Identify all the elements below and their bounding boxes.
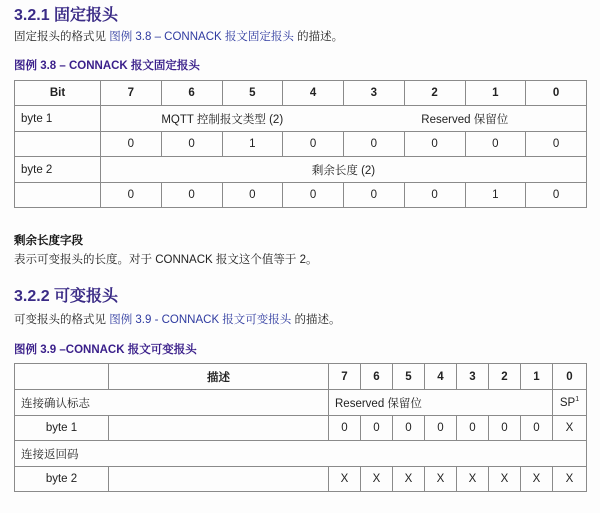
byte1-label: byte 1 bbox=[15, 416, 109, 441]
byte2-label: byte 2 bbox=[15, 157, 101, 183]
header-cell: 5 bbox=[222, 81, 283, 106]
bit-value: 0 bbox=[161, 183, 222, 208]
header-cell: 0 bbox=[553, 364, 587, 390]
bit-value: 0 bbox=[526, 132, 587, 157]
ack-flags-label: 连接确认标志 bbox=[15, 390, 329, 416]
intro-text: 可变报头的格式见 bbox=[14, 314, 110, 326]
bit-value: 0 bbox=[404, 132, 465, 157]
bit-value: X bbox=[553, 416, 587, 441]
header-cell: 5 bbox=[393, 364, 425, 390]
bit-value: 0 bbox=[361, 416, 393, 441]
table-row bbox=[15, 132, 587, 157]
bit-value: 0 bbox=[161, 132, 222, 157]
figure-3-9-link[interactable]: 图例 3.9 - CONNACK 报文可变报头 bbox=[109, 314, 292, 326]
table-row bbox=[15, 441, 587, 467]
figure-3-9-caption: 图例 3.9 –CONNACK 报文可变报头 bbox=[14, 344, 197, 356]
section-heading-variable-header: 3.2.2 可变报头 bbox=[14, 288, 119, 305]
bit-value: 0 bbox=[101, 183, 162, 208]
bit-value: 0 bbox=[393, 416, 425, 441]
byte2-label: byte 2 bbox=[15, 467, 109, 492]
return-code-label: 连接返回码 bbox=[15, 441, 587, 467]
table-row bbox=[15, 416, 587, 441]
bit-value: 0 bbox=[101, 132, 162, 157]
table-row bbox=[15, 157, 587, 183]
bit-value: 0 bbox=[521, 416, 553, 441]
bit-value: 0 bbox=[222, 183, 283, 208]
header-cell: 2 bbox=[489, 364, 521, 390]
bit-value: X bbox=[489, 467, 521, 492]
header-cell: 4 bbox=[283, 81, 344, 106]
bit-value: 0 bbox=[344, 183, 405, 208]
variable-header-table bbox=[14, 363, 587, 492]
bit-value: 0 bbox=[489, 416, 521, 441]
table-row bbox=[15, 183, 587, 208]
header-cell: 7 bbox=[329, 364, 361, 390]
bit-value: X bbox=[425, 467, 457, 492]
empty-cell bbox=[15, 183, 101, 208]
remaining-length-title: 剩余长度字段 bbox=[14, 235, 83, 247]
bit-value: 1 bbox=[222, 132, 283, 157]
header-cell: 7 bbox=[101, 81, 162, 106]
bit-value: X bbox=[553, 467, 587, 492]
header-cell: 1 bbox=[465, 81, 526, 106]
bit-value: 0 bbox=[344, 132, 405, 157]
byte1-label: byte 1 bbox=[15, 106, 101, 132]
empty-cell bbox=[15, 132, 101, 157]
header-cell: 2 bbox=[404, 81, 465, 106]
bit-value: 0 bbox=[283, 132, 344, 157]
bit-value: 0 bbox=[526, 183, 587, 208]
table-row bbox=[15, 390, 587, 416]
header-cell: 3 bbox=[344, 81, 405, 106]
bit-value: 0 bbox=[404, 183, 465, 208]
figure-3-8-link[interactable]: 图例 3.8 – CONNACK 报文固定报头 bbox=[109, 31, 294, 43]
bit-value: 0 bbox=[465, 132, 526, 157]
header-cell: 0 bbox=[526, 81, 587, 106]
header-cell: 1 bbox=[521, 364, 553, 390]
remaining-length-cell: 剩余长度 (2) bbox=[101, 157, 587, 183]
intro-suffix: 的描述。 bbox=[291, 314, 341, 326]
header-cell: Bit bbox=[15, 81, 101, 106]
bit-value: 1 bbox=[465, 183, 526, 208]
section-heading-fixed-header: 3.2.1 固定报头 bbox=[14, 7, 119, 24]
figure-3-8-caption: 图例 3.8 – CONNACK 报文固定报头 bbox=[14, 60, 200, 72]
packet-type-cell: MQTT 控制报文类型 (2) bbox=[101, 106, 344, 132]
bit-value: 0 bbox=[329, 416, 361, 441]
variable-header-intro bbox=[14, 311, 341, 327]
bit-value: X bbox=[393, 467, 425, 492]
footnote-marker: 1 bbox=[575, 396, 580, 404]
bit-value: 0 bbox=[457, 416, 489, 441]
header-cell: 4 bbox=[425, 364, 457, 390]
header-cell: 6 bbox=[361, 364, 393, 390]
session-present-cell bbox=[553, 390, 587, 416]
table-row bbox=[15, 106, 587, 132]
sp-label: SP bbox=[559, 396, 576, 409]
header-cell: 6 bbox=[161, 81, 222, 106]
reserved-cell: Reserved 保留位 bbox=[344, 106, 587, 132]
bit-value: X bbox=[457, 467, 489, 492]
empty-header-cell bbox=[15, 364, 109, 390]
remaining-length-desc: 表示可变报头的长度。对于 CONNACK 报文这个值等于 2。 bbox=[14, 254, 318, 266]
bit-value: X bbox=[329, 467, 361, 492]
empty-cell bbox=[109, 416, 329, 441]
fixed-header-table bbox=[14, 80, 587, 208]
intro-suffix: 的描述。 bbox=[293, 31, 344, 43]
empty-cell bbox=[109, 467, 329, 492]
reserved-cell: Reserved 保留位 bbox=[329, 390, 553, 416]
bit-value: X bbox=[361, 467, 393, 492]
table-header-row bbox=[15, 81, 587, 106]
bit-value: 0 bbox=[425, 416, 457, 441]
header-cell: 3 bbox=[457, 364, 489, 390]
bit-value: X bbox=[521, 467, 553, 492]
intro-text: 固定报头的格式见 bbox=[14, 31, 110, 43]
table-row bbox=[15, 467, 587, 492]
header-desc: 描述 bbox=[109, 364, 329, 390]
fixed-header-intro bbox=[14, 28, 343, 44]
bit-value: 0 bbox=[283, 183, 344, 208]
table-header-row bbox=[15, 364, 587, 390]
